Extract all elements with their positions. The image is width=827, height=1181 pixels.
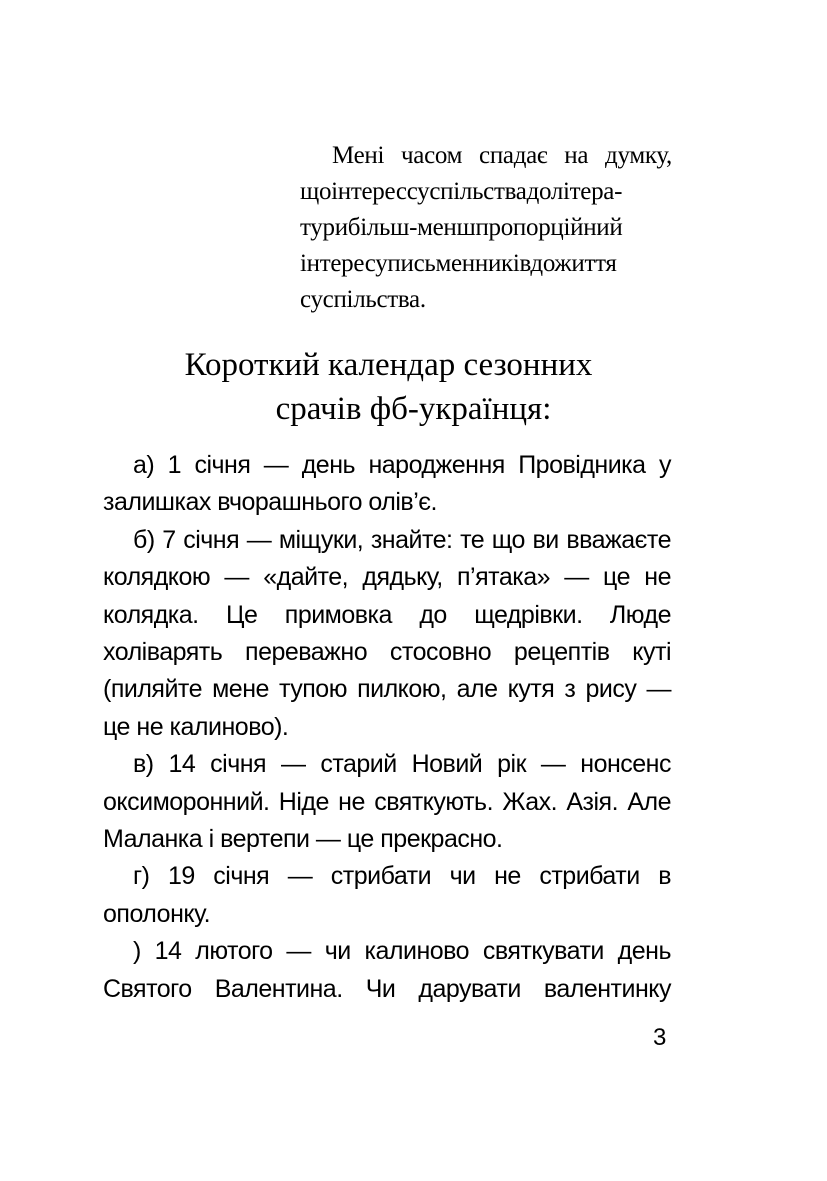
calendar-item-b: б) 7 січня — міщуки, знайте: те що ви вважаєте колядкою — «дайте, дядьку, п’ятака» — це не колядка. Це примовка до щедрівки. Люде холіварять переважно стосовно рецептів куті (пиляйте мене тупою пилкою, але кутя з рису — це не калиново).	[103, 525, 671, 741]
section-title	[0, 343, 827, 431]
calendar-item-v: в) 14 січня — старий Новий рік — нонсенс оксиморонний. Ніде не святкують. Жах. Азія. Але Маланка і вертепи — це прекрасно.	[103, 750, 671, 854]
calendar-list	[103, 447, 671, 1008]
title-line-1: Короткий календар сезонних	[184, 347, 593, 383]
calendar-item-a: а) 1 січня — день народження Провідника у залишках вчорашнього олів’є.	[103, 451, 671, 517]
calendar-item-g: ) 14 лютого — чи калиново святкувати день Святого Валентина. Чи дарувати валентинку	[103, 937, 671, 1003]
epigraph-text: Мені часом спадає на думку, щоінтерессуспільствадолітера-турибільш-меншпропорційний інтересуписьменниківдожиття суспільства.	[300, 142, 672, 313]
page-number: 3	[653, 1024, 667, 1051]
epigraph	[300, 138, 672, 318]
calendar-item-h: г) 19 січня — стрибати чи не стрибати в ополонку.	[103, 862, 671, 928]
title-line-2: срачів фб-українця:	[275, 391, 552, 427]
